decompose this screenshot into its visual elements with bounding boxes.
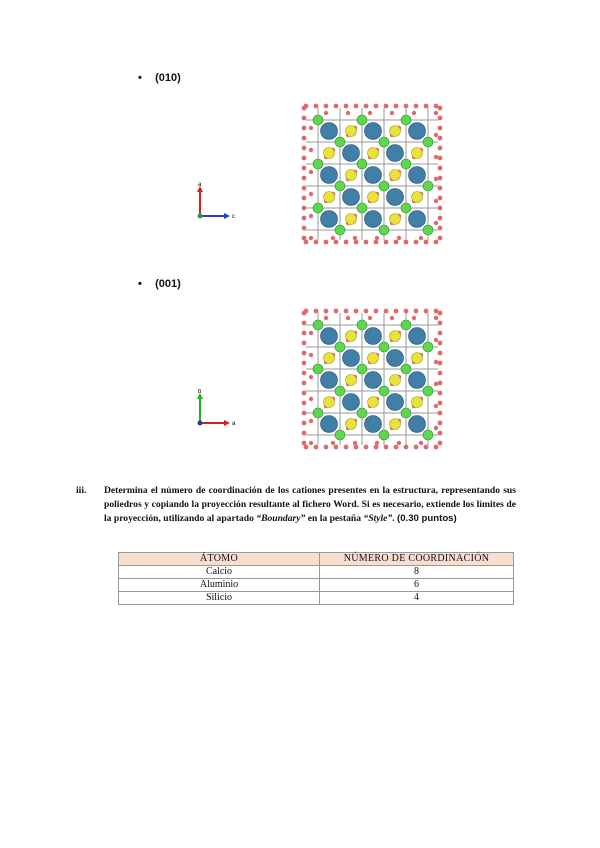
question-end: . (392, 513, 395, 524)
oxygen-atom (434, 426, 438, 430)
axis-right-label: c (232, 214, 235, 220)
calcium-atom (321, 372, 338, 389)
oxygen-atom (302, 136, 307, 141)
oxygen-atom (309, 236, 313, 240)
oxygen-atom (302, 371, 307, 376)
aluminium-atom (346, 331, 357, 342)
oxygen-atom (324, 445, 329, 450)
oxygen-atom (394, 309, 399, 314)
oxygen-atom (334, 104, 339, 109)
oxygen-atom (353, 236, 357, 240)
calcium-atom (343, 350, 360, 367)
silicon-atom (379, 430, 389, 440)
calcium-atom (343, 145, 360, 162)
oxygen-atom (419, 441, 423, 445)
oxygen-atom (302, 176, 307, 181)
aluminium-atom (390, 214, 401, 225)
silicon-atom (313, 364, 323, 374)
silicon-atom (313, 159, 323, 169)
aluminium-atom (346, 375, 357, 386)
silicon-atom (401, 364, 411, 374)
calcium-atom (387, 350, 404, 367)
aluminium-atom (390, 375, 401, 386)
oxygen-atom (397, 441, 401, 445)
oxygen-atom (334, 240, 339, 245)
oxygen-atom (302, 216, 307, 221)
oxygen-atom (364, 240, 369, 245)
header-atom: ÁTOMO (119, 553, 320, 566)
oxygen-atom (438, 186, 443, 191)
oxygen-atom (412, 111, 416, 115)
bullet-label: (010) (155, 72, 181, 84)
axis-right-arrow (224, 420, 230, 426)
oxygen-atom (354, 445, 359, 450)
oxygen-atom (438, 381, 443, 386)
cell-value: 6 (320, 579, 514, 592)
calcium-atom (365, 372, 382, 389)
oxygen-atom (302, 431, 307, 436)
bullet-dot: • (138, 278, 142, 290)
oxygen-atom (344, 104, 349, 109)
oxygen-atom (438, 441, 443, 446)
oxygen-atom (302, 351, 307, 356)
silicon-atom (335, 225, 345, 235)
calcium-atom (321, 328, 338, 345)
silicon-atom (357, 159, 367, 169)
oxygen-atom (302, 236, 307, 241)
question-line: Determina el número de coordinación de los cationes presentes en la estructura, representando sus poliedros y copiando la proyección resultante al fichero Word. Si es necesario, extiende los límites de la proyección, utilizando al apartado (104, 485, 516, 524)
oxygen-atom (419, 236, 423, 240)
oxygen-atom (302, 226, 307, 231)
calcium-atom (409, 211, 426, 228)
oxygen-atom (434, 445, 439, 450)
calcium-atom (409, 123, 426, 140)
silicon-atom (423, 386, 433, 396)
oxygen-atom (309, 331, 313, 335)
oxygen-atom (346, 111, 350, 115)
oxygen-atom (434, 382, 438, 386)
bullet-010 (138, 72, 181, 84)
table-row (119, 566, 514, 579)
oxygen-atom (302, 146, 307, 151)
oxygen-atom (438, 351, 443, 356)
oxygen-atom (434, 133, 438, 137)
oxygen-atom (374, 240, 379, 245)
oxygen-atom (438, 331, 443, 336)
oxygen-atom (344, 445, 349, 450)
crystal-structure-001 (298, 305, 446, 453)
oxygen-atom (309, 126, 313, 130)
aluminium-atom (368, 353, 379, 364)
oxygen-atom (438, 341, 443, 346)
oxygen-atom (302, 381, 307, 386)
oxygen-atom (390, 111, 394, 115)
silicon-atom (423, 430, 433, 440)
oxygen-atom (309, 148, 313, 152)
axis-up-label: b (198, 389, 202, 395)
oxygen-atom (438, 431, 443, 436)
oxygen-atom (414, 309, 419, 314)
oxygen-atom (438, 401, 443, 406)
oxygen-atom (302, 361, 307, 366)
calcium-atom (387, 145, 404, 162)
oxygen-atom (368, 111, 372, 115)
oxygen-atom (331, 441, 335, 445)
oxygen-atom (412, 316, 416, 320)
aluminium-atom (346, 214, 357, 225)
aluminium-atom (324, 353, 335, 364)
calcium-atom (409, 372, 426, 389)
boundary-term: “Boundary” (256, 513, 306, 524)
silicon-atom (335, 342, 345, 352)
oxygen-atom (438, 321, 443, 326)
oxygen-atom (302, 186, 307, 191)
oxygen-atom (394, 240, 399, 245)
oxygen-atom (302, 401, 307, 406)
oxygen-atom (434, 338, 438, 342)
silicon-atom (379, 181, 389, 191)
silicon-atom (357, 115, 367, 125)
oxygen-atom (438, 421, 443, 426)
oxygen-atom (368, 316, 372, 320)
oxygen-atom (324, 111, 328, 115)
oxygen-atom (424, 445, 429, 450)
aluminium-atom (324, 148, 335, 159)
silicon-atom (357, 320, 367, 330)
question-number: iii. (76, 485, 87, 496)
aluminium-atom (390, 126, 401, 137)
oxygen-atom (334, 309, 339, 314)
oxygen-atom (434, 155, 438, 159)
aluminium-atom (390, 419, 401, 430)
style-term: “Style” (363, 513, 393, 524)
oxygen-atom (434, 309, 439, 314)
question-mid: en la pestaña (305, 513, 364, 524)
cell-atom: Calcio (119, 566, 320, 579)
calcium-atom (321, 123, 338, 140)
oxygen-atom (309, 353, 313, 357)
calcium-atom (387, 394, 404, 411)
oxygen-atom (438, 156, 443, 161)
oxygen-atom (384, 240, 389, 245)
oxygen-atom (302, 206, 307, 211)
silicon-atom (335, 386, 345, 396)
oxygen-atom (375, 441, 379, 445)
crystal-structure-010 (298, 100, 446, 248)
oxygen-atom (375, 236, 379, 240)
oxygen-atom (384, 445, 389, 450)
oxygen-atom (434, 221, 438, 225)
silicon-atom (423, 342, 433, 352)
axis-up-label: a (198, 182, 202, 188)
aluminium-atom (390, 170, 401, 181)
aluminium-atom (346, 170, 357, 181)
oxygen-atom (434, 240, 439, 245)
oxygen-atom (324, 316, 328, 320)
oxygen-atom (414, 104, 419, 109)
oxygen-atom (438, 136, 443, 141)
silicon-atom (335, 137, 345, 147)
oxygen-atom (314, 445, 319, 450)
aluminium-atom (368, 192, 379, 203)
oxygen-atom (438, 411, 443, 416)
oxygen-atom (414, 240, 419, 245)
coordination-table (118, 552, 514, 605)
oxygen-atom (438, 176, 443, 181)
oxygen-atom (331, 236, 335, 240)
question-points: (0.30 puntos) (397, 513, 457, 524)
axis-origin (198, 214, 203, 219)
calcium-atom (409, 328, 426, 345)
oxygen-atom (384, 104, 389, 109)
oxygen-atom (384, 309, 389, 314)
aluminium-atom (368, 148, 379, 159)
oxygen-atom (438, 146, 443, 151)
oxygen-atom (354, 309, 359, 314)
silicon-atom (379, 342, 389, 352)
oxygen-atom (438, 166, 443, 171)
calcium-atom (321, 416, 338, 433)
oxygen-atom (324, 309, 329, 314)
silicon-atom (423, 137, 433, 147)
oxygen-atom (438, 206, 443, 211)
oxygen-atom (302, 166, 307, 171)
oxygen-atom (424, 104, 429, 109)
calcium-atom (365, 416, 382, 433)
silicon-atom (379, 137, 389, 147)
oxygen-atom (438, 116, 443, 121)
oxygen-atom (334, 445, 339, 450)
oxygen-atom (397, 236, 401, 240)
bullet-label: (001) (155, 278, 181, 290)
oxygen-atom (438, 371, 443, 376)
oxygen-atom (394, 445, 399, 450)
table-row (119, 579, 514, 592)
silicon-atom (357, 408, 367, 418)
calcium-atom (409, 416, 426, 433)
oxygen-atom (302, 331, 307, 336)
oxygen-atom (309, 375, 313, 379)
oxygen-atom (364, 309, 369, 314)
oxygen-atom (302, 391, 307, 396)
calcium-atom (365, 211, 382, 228)
axis-origin (198, 421, 203, 426)
table-header-row (119, 553, 514, 566)
oxygen-atom (302, 321, 307, 326)
calcium-atom (321, 211, 338, 228)
calcium-atom (409, 167, 426, 184)
silicon-atom (401, 203, 411, 213)
oxygen-atom (344, 309, 349, 314)
oxygen-atom (438, 226, 443, 231)
oxygen-atom (374, 309, 379, 314)
oxygen-atom (309, 170, 313, 174)
silicon-atom (401, 408, 411, 418)
oxygen-atom (424, 309, 429, 314)
aluminium-atom (346, 419, 357, 430)
oxygen-atom (324, 104, 329, 109)
oxygen-atom (302, 156, 307, 161)
oxygen-atom (434, 177, 438, 181)
oxygen-atom (438, 216, 443, 221)
oxygen-atom (314, 240, 319, 245)
silicon-atom (401, 115, 411, 125)
oxygen-atom (302, 411, 307, 416)
silicon-atom (335, 181, 345, 191)
oxygen-atom (434, 199, 438, 203)
oxygen-atom (314, 309, 319, 314)
calcium-atom (343, 189, 360, 206)
aluminium-atom (412, 397, 423, 408)
oxygen-atom (434, 360, 438, 364)
aluminium-atom (412, 192, 423, 203)
axis-right-label: a (232, 421, 236, 427)
oxygen-atom (404, 445, 409, 450)
silicon-atom (401, 320, 411, 330)
oxygen-atom (302, 421, 307, 426)
aluminium-atom (346, 126, 357, 137)
oxygen-atom (302, 106, 307, 111)
oxygen-atom (390, 316, 394, 320)
oxygen-atom (364, 445, 369, 450)
oxygen-atom (324, 240, 329, 245)
silicon-atom (335, 430, 345, 440)
oxygen-atom (309, 192, 313, 196)
silicon-atom (423, 225, 433, 235)
calcium-atom (387, 189, 404, 206)
oxygen-atom (424, 240, 429, 245)
oxygen-atom (374, 445, 379, 450)
cell-atom: Silicio (119, 592, 320, 605)
calcium-atom (365, 123, 382, 140)
axes-indicator-001 (188, 389, 248, 435)
calcium-atom (365, 167, 382, 184)
cell-atom: Aluminio (119, 579, 320, 592)
oxygen-atom (438, 236, 443, 241)
silicon-atom (379, 225, 389, 235)
aluminium-atom (412, 148, 423, 159)
calcium-atom (343, 394, 360, 411)
oxygen-atom (364, 104, 369, 109)
header-coordination: NÚMERO DE COORDINACIÓN (320, 553, 514, 566)
oxygen-atom (302, 311, 307, 316)
oxygen-atom (346, 316, 350, 320)
oxygen-atom (302, 196, 307, 201)
silicon-atom (357, 364, 367, 374)
aluminium-atom (390, 331, 401, 342)
calcium-atom (321, 167, 338, 184)
oxygen-atom (438, 196, 443, 201)
silicon-atom (379, 386, 389, 396)
calcium-atom (365, 328, 382, 345)
aluminium-atom (324, 192, 335, 203)
oxygen-atom (434, 316, 438, 320)
oxygen-atom (302, 341, 307, 346)
oxygen-atom (344, 240, 349, 245)
oxygen-atom (374, 104, 379, 109)
axes-indicator-010 (188, 182, 248, 228)
oxygen-atom (438, 126, 443, 131)
aluminium-atom (412, 353, 423, 364)
oxygen-atom (438, 391, 443, 396)
cell-value: 4 (320, 592, 514, 605)
oxygen-atom (414, 445, 419, 450)
oxygen-atom (404, 309, 409, 314)
oxygen-atom (302, 116, 307, 121)
oxygen-atom (302, 126, 307, 131)
oxygen-atom (309, 397, 313, 401)
oxygen-atom (434, 104, 439, 109)
oxygen-atom (438, 361, 443, 366)
cell-value: 8 (320, 566, 514, 579)
table-row (119, 592, 514, 605)
aluminium-atom (368, 397, 379, 408)
silicon-atom (423, 181, 433, 191)
axis-right-arrow (224, 213, 230, 219)
silicon-atom (401, 159, 411, 169)
oxygen-atom (404, 104, 409, 109)
silicon-atom (313, 320, 323, 330)
silicon-atom (313, 408, 323, 418)
silicon-atom (313, 203, 323, 213)
oxygen-atom (434, 404, 438, 408)
bullet-001 (138, 278, 181, 290)
silicon-atom (313, 115, 323, 125)
oxygen-atom (394, 104, 399, 109)
oxygen-atom (354, 104, 359, 109)
oxygen-atom (353, 441, 357, 445)
oxygen-atom (314, 104, 319, 109)
oxygen-atom (354, 240, 359, 245)
oxygen-atom (309, 419, 313, 423)
oxygen-atom (309, 214, 313, 218)
question-text (104, 484, 516, 526)
oxygen-atom (309, 441, 313, 445)
oxygen-atom (434, 111, 438, 115)
bullet-dot: • (138, 72, 142, 84)
aluminium-atom (324, 397, 335, 408)
silicon-atom (357, 203, 367, 213)
oxygen-atom (404, 240, 409, 245)
oxygen-atom (302, 441, 307, 446)
